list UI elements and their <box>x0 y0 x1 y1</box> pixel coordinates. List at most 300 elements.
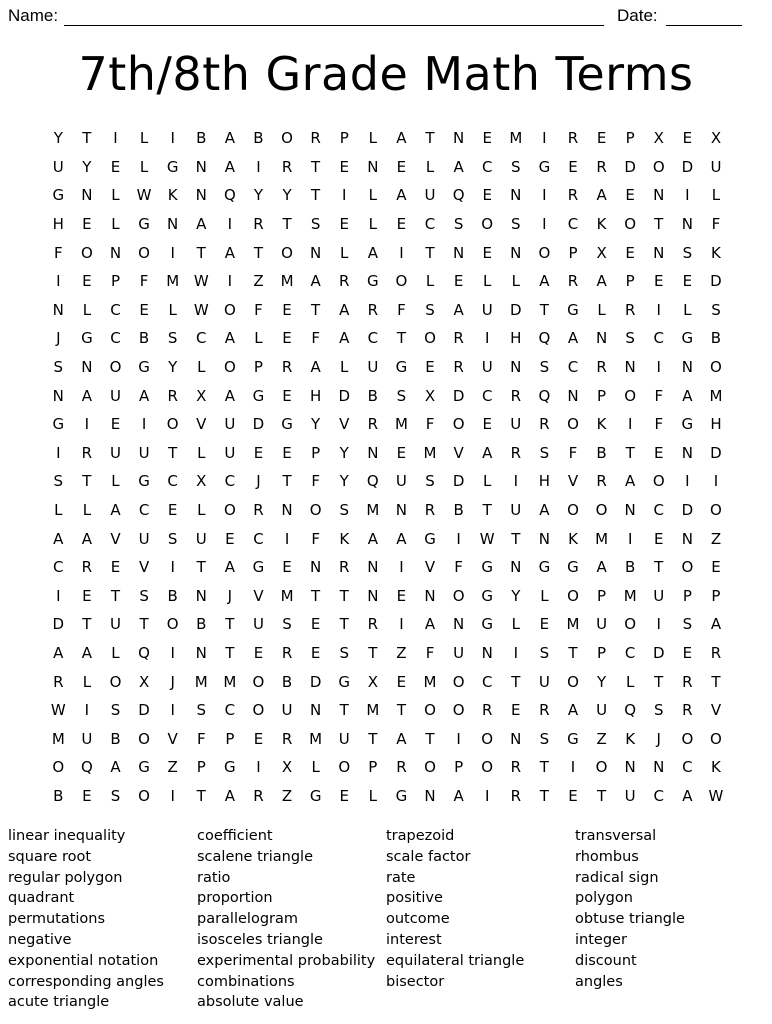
grid-cell[interactable]: L <box>683 300 692 319</box>
grid-cell[interactable]: T <box>368 643 378 662</box>
grid-cell[interactable]: L <box>511 615 520 634</box>
grid-cell[interactable]: E <box>396 672 407 691</box>
grid-cell[interactable]: A <box>53 529 64 548</box>
grid-cell[interactable]: A <box>339 300 350 319</box>
grid-cell[interactable]: K <box>339 529 350 548</box>
grid-cell[interactable]: O <box>252 701 265 720</box>
grid-cell[interactable]: N <box>595 329 608 348</box>
grid-cell[interactable]: E <box>482 243 492 262</box>
grid-cell[interactable]: U <box>338 729 350 748</box>
grid-cell[interactable]: O <box>166 615 179 634</box>
grid-cell[interactable]: N <box>681 529 693 548</box>
grid-cell[interactable]: I <box>456 729 461 748</box>
grid-cell[interactable]: T <box>196 558 206 577</box>
grid-cell[interactable]: U <box>395 472 407 491</box>
grid-cell[interactable]: O <box>652 157 665 176</box>
grid-cell[interactable]: I <box>656 300 661 319</box>
grid-cell[interactable]: A <box>110 501 121 520</box>
grid-cell[interactable]: A <box>224 243 235 262</box>
grid-cell[interactable]: R <box>567 186 579 205</box>
grid-cell[interactable]: L <box>254 329 263 348</box>
grid-cell[interactable]: X <box>196 386 207 405</box>
grid-cell[interactable]: T <box>625 443 635 462</box>
grid-cell[interactable]: R <box>682 672 693 691</box>
grid-cell[interactable]: B <box>453 501 464 520</box>
grid-cell[interactable]: O <box>481 729 494 748</box>
grid-cell[interactable]: U <box>109 386 121 405</box>
grid-cell[interactable]: Z <box>167 758 178 777</box>
grid-cell[interactable]: S <box>539 358 550 377</box>
grid-cell[interactable]: R <box>253 501 264 520</box>
grid-cell[interactable]: R <box>624 300 636 319</box>
grid-cell[interactable]: E <box>682 643 693 662</box>
grid-cell[interactable]: S <box>167 529 178 548</box>
grid-cell[interactable]: A <box>196 215 207 234</box>
grid-cell[interactable]: Z <box>281 786 293 805</box>
grid-cell[interactable]: P <box>454 758 464 777</box>
grid-cell[interactable]: N <box>52 300 64 319</box>
grid-cell[interactable]: F <box>711 215 721 234</box>
grid-cell[interactable]: Y <box>282 186 292 205</box>
grid-cell[interactable]: O <box>138 729 150 748</box>
grid-cell[interactable]: N <box>167 215 179 234</box>
grid-cell[interactable]: Y <box>339 472 349 491</box>
grid-cell[interactable]: O <box>624 615 637 634</box>
grid-cell[interactable]: R <box>510 758 522 777</box>
grid-cell[interactable]: G <box>138 758 150 777</box>
grid-cell[interactable]: F <box>654 386 664 405</box>
grid-cell[interactable]: D <box>681 157 694 176</box>
grid-cell[interactable]: G <box>252 558 265 577</box>
grid-cell[interactable]: D <box>338 386 351 405</box>
grid-cell[interactable]: Q <box>223 186 236 205</box>
grid-cell[interactable]: O <box>710 501 722 520</box>
grid-cell[interactable]: N <box>452 243 465 262</box>
grid-cell[interactable]: R <box>510 786 522 805</box>
grid-cell[interactable]: S <box>196 701 207 720</box>
grid-cell[interactable]: I <box>113 129 118 148</box>
grid-cell[interactable]: F <box>425 643 435 662</box>
grid-cell[interactable]: O <box>624 386 637 405</box>
grid-cell[interactable]: M <box>394 415 408 434</box>
grid-cell[interactable]: Z <box>253 272 264 291</box>
grid-cell[interactable]: V <box>167 729 178 748</box>
grid-cell[interactable]: T <box>511 672 521 691</box>
grid-cell[interactable]: Y <box>53 129 63 148</box>
grid-cell[interactable]: E <box>310 615 321 634</box>
grid-cell[interactable]: E <box>167 501 178 520</box>
grid-cell[interactable]: B <box>138 329 150 348</box>
grid-cell[interactable]: V <box>424 558 436 577</box>
grid-cell[interactable]: S <box>682 615 693 634</box>
grid-cell[interactable]: O <box>681 729 694 748</box>
grid-cell[interactable]: N <box>281 501 293 520</box>
grid-cell[interactable]: I <box>170 243 175 262</box>
grid-cell[interactable]: N <box>395 501 408 520</box>
grid-cell[interactable]: I <box>656 358 661 377</box>
grid-cell[interactable]: L <box>139 157 149 176</box>
grid-cell[interactable]: L <box>368 786 377 805</box>
grid-cell[interactable]: R <box>453 358 464 377</box>
grid-cell[interactable]: I <box>256 157 261 176</box>
grid-cell[interactable]: O <box>452 415 465 434</box>
grid-cell[interactable]: I <box>685 186 690 205</box>
grid-cell[interactable]: T <box>339 615 349 634</box>
grid-cell[interactable]: S <box>396 386 407 405</box>
grid-cell[interactable]: R <box>682 701 693 720</box>
grid-cell[interactable]: U <box>281 701 293 720</box>
grid-cell[interactable]: O <box>452 586 465 605</box>
grid-cell[interactable]: T <box>311 586 321 605</box>
grid-cell[interactable]: E <box>282 386 292 405</box>
grid-cell[interactable]: C <box>653 329 664 348</box>
grid-cell[interactable]: I <box>56 272 61 291</box>
grid-cell[interactable]: A <box>81 386 93 405</box>
grid-cell[interactable]: O <box>424 701 436 720</box>
grid-cell[interactable]: P <box>625 129 635 148</box>
grid-cell[interactable]: O <box>338 758 351 777</box>
grid-cell[interactable]: I <box>685 472 690 491</box>
grid-cell[interactable]: G <box>481 586 494 605</box>
grid-cell[interactable]: T <box>82 129 92 148</box>
grid-cell[interactable]: U <box>538 672 550 691</box>
grid-cell[interactable]: M <box>366 501 380 520</box>
grid-cell[interactable]: I <box>342 186 347 205</box>
grid-cell[interactable]: D <box>309 672 322 691</box>
grid-cell[interactable]: O <box>567 415 579 434</box>
grid-cell[interactable]: O <box>710 358 722 377</box>
grid-cell[interactable]: F <box>568 443 578 462</box>
grid-cell[interactable]: I <box>456 529 461 548</box>
grid-cell[interactable]: U <box>52 157 64 176</box>
grid-cell[interactable]: O <box>652 472 665 491</box>
grid-cell[interactable]: N <box>310 243 322 262</box>
grid-cell[interactable]: T <box>539 300 549 319</box>
grid-cell[interactable]: R <box>167 386 178 405</box>
grid-cell[interactable]: V <box>710 701 722 720</box>
grid-cell[interactable]: Y <box>253 186 264 205</box>
grid-cell[interactable]: C <box>167 472 178 491</box>
grid-cell[interactable]: N <box>367 157 379 176</box>
grid-cell[interactable]: E <box>82 272 92 291</box>
grid-cell[interactable]: R <box>567 272 579 291</box>
grid-cell[interactable]: R <box>539 415 550 434</box>
grid-cell[interactable]: E <box>82 786 92 805</box>
grid-cell[interactable]: N <box>424 786 436 805</box>
grid-cell[interactable]: E <box>539 615 550 634</box>
grid-cell[interactable]: R <box>53 672 64 691</box>
grid-cell[interactable]: U <box>424 186 436 205</box>
grid-cell[interactable]: A <box>625 472 636 491</box>
grid-cell[interactable]: S <box>711 300 721 319</box>
grid-cell[interactable]: A <box>682 786 693 805</box>
grid-cell[interactable]: I <box>542 186 547 205</box>
grid-cell[interactable]: G <box>395 358 408 377</box>
grid-cell[interactable]: N <box>510 729 522 748</box>
grid-cell[interactable]: L <box>368 215 377 234</box>
grid-cell[interactable]: P <box>597 643 607 662</box>
grid-cell[interactable]: P <box>225 729 235 748</box>
grid-cell[interactable]: E <box>396 443 407 462</box>
grid-cell[interactable]: X <box>653 129 664 148</box>
grid-cell[interactable]: A <box>539 272 550 291</box>
grid-cell[interactable]: G <box>138 215 150 234</box>
grid-cell[interactable]: E <box>253 729 264 748</box>
grid-cell[interactable]: U <box>453 643 465 662</box>
grid-cell[interactable]: N <box>81 186 93 205</box>
grid-cell[interactable]: R <box>253 786 264 805</box>
grid-cell[interactable]: U <box>653 586 665 605</box>
grid-cell[interactable]: L <box>311 758 320 777</box>
grid-cell[interactable]: M <box>223 672 237 691</box>
grid-cell[interactable]: B <box>167 586 178 605</box>
grid-cell[interactable]: M <box>194 672 208 691</box>
grid-cell[interactable]: Q <box>538 329 551 348</box>
grid-cell[interactable]: A <box>596 558 607 577</box>
grid-cell[interactable]: X <box>281 758 293 777</box>
grid-cell[interactable]: L <box>139 129 149 148</box>
grid-cell[interactable]: L <box>511 272 520 291</box>
grid-cell[interactable]: N <box>510 558 522 577</box>
grid-cell[interactable]: N <box>310 558 322 577</box>
grid-cell[interactable]: M <box>309 729 323 748</box>
grid-cell[interactable]: A <box>367 243 378 262</box>
grid-cell[interactable]: U <box>510 415 522 434</box>
grid-cell[interactable]: R <box>596 358 607 377</box>
grid-cell[interactable]: E <box>282 329 292 348</box>
grid-cell[interactable]: T <box>654 558 664 577</box>
grid-cell[interactable]: S <box>425 300 435 319</box>
grid-cell[interactable]: G <box>567 558 579 577</box>
grid-cell[interactable]: T <box>654 672 664 691</box>
grid-cell[interactable]: Y <box>311 415 321 434</box>
grid-cell[interactable]: A <box>224 386 235 405</box>
grid-cell[interactable]: G <box>481 558 494 577</box>
grid-cell[interactable]: R <box>510 386 522 405</box>
grid-cell[interactable]: G <box>567 300 579 319</box>
grid-cell[interactable]: W <box>136 186 152 205</box>
grid-cell[interactable]: N <box>538 529 550 548</box>
grid-cell[interactable]: E <box>425 358 435 377</box>
grid-cell[interactable]: S <box>539 643 550 662</box>
grid-cell[interactable]: I <box>170 701 175 720</box>
grid-cell[interactable]: R <box>596 472 607 491</box>
grid-cell[interactable]: K <box>711 758 721 777</box>
grid-cell[interactable]: R <box>339 272 350 291</box>
grid-cell[interactable]: C <box>481 672 493 691</box>
grid-cell[interactable]: S <box>139 586 149 605</box>
grid-cell[interactable]: G <box>395 786 408 805</box>
grid-cell[interactable]: I <box>399 615 404 634</box>
grid-cell[interactable]: L <box>425 272 435 291</box>
grid-cell[interactable]: E <box>82 586 92 605</box>
grid-cell[interactable]: S <box>625 329 635 348</box>
grid-cell[interactable]: U <box>510 501 522 520</box>
grid-cell[interactable]: C <box>567 215 579 234</box>
grid-cell[interactable]: U <box>596 701 608 720</box>
grid-cell[interactable]: N <box>681 215 693 234</box>
grid-cell[interactable]: R <box>710 643 722 662</box>
grid-cell[interactable]: T <box>396 329 406 348</box>
grid-cell[interactable]: Q <box>624 701 637 720</box>
grid-cell[interactable]: I <box>227 215 233 234</box>
grid-cell[interactable]: S <box>110 701 121 720</box>
grid-cell[interactable]: M <box>595 529 609 548</box>
grid-cell[interactable]: C <box>424 215 436 234</box>
grid-cell[interactable]: R <box>367 615 379 634</box>
grid-cell[interactable]: U <box>224 443 236 462</box>
grid-cell[interactable]: O <box>424 329 436 348</box>
grid-cell[interactable]: A <box>138 386 150 405</box>
grid-cell[interactable]: S <box>282 615 292 634</box>
grid-cell[interactable]: T <box>339 701 349 720</box>
grid-cell[interactable]: E <box>511 701 521 720</box>
grid-cell[interactable]: L <box>711 186 721 205</box>
grid-cell[interactable]: O <box>710 729 722 748</box>
grid-cell[interactable]: P <box>597 586 607 605</box>
grid-cell[interactable]: S <box>339 501 349 520</box>
grid-cell[interactable]: L <box>425 157 435 176</box>
grid-cell[interactable]: L <box>597 300 606 319</box>
grid-cell[interactable]: A <box>224 129 235 148</box>
grid-cell[interactable]: I <box>513 472 519 491</box>
grid-cell[interactable]: B <box>110 729 121 748</box>
grid-cell[interactable]: F <box>139 272 149 291</box>
grid-cell[interactable]: U <box>81 729 93 748</box>
grid-cell[interactable]: T <box>596 786 607 805</box>
grid-cell[interactable]: Y <box>596 672 607 691</box>
grid-cell[interactable]: C <box>138 501 150 520</box>
grid-cell[interactable]: O <box>595 501 608 520</box>
grid-cell[interactable]: V <box>453 443 464 462</box>
grid-cell[interactable]: U <box>252 615 264 634</box>
grid-cell[interactable]: U <box>195 529 207 548</box>
grid-cell[interactable]: F <box>654 415 664 434</box>
grid-cell[interactable]: P <box>110 272 120 291</box>
grid-cell[interactable]: R <box>281 643 293 662</box>
grid-cell[interactable]: A <box>682 386 693 405</box>
grid-cell[interactable]: L <box>168 300 177 319</box>
grid-cell[interactable]: L <box>111 186 120 205</box>
grid-cell[interactable]: N <box>681 443 693 462</box>
grid-cell[interactable]: A <box>110 758 121 777</box>
grid-cell[interactable]: T <box>311 300 321 319</box>
grid-cell[interactable]: B <box>253 129 264 148</box>
grid-cell[interactable]: N <box>510 186 522 205</box>
grid-cell[interactable]: A <box>596 186 607 205</box>
grid-cell[interactable]: C <box>481 157 493 176</box>
grid-cell[interactable]: U <box>481 358 493 377</box>
grid-cell[interactable]: E <box>396 157 407 176</box>
grid-cell[interactable]: I <box>170 786 175 805</box>
grid-cell[interactable]: A <box>596 272 607 291</box>
grid-cell[interactable]: N <box>424 586 436 605</box>
grid-cell[interactable]: T <box>139 615 149 634</box>
grid-cell[interactable]: N <box>567 386 579 405</box>
grid-cell[interactable]: N <box>624 758 636 777</box>
grid-cell[interactable]: C <box>253 529 264 548</box>
grid-cell[interactable]: L <box>111 643 120 662</box>
grid-cell[interactable]: A <box>310 272 321 291</box>
grid-cell[interactable]: C <box>567 358 579 377</box>
grid-cell[interactable]: B <box>367 386 378 405</box>
grid-cell[interactable]: M <box>423 443 437 462</box>
grid-cell[interactable]: I <box>170 129 175 148</box>
grid-cell[interactable]: C <box>624 643 636 662</box>
grid-cell[interactable]: O <box>424 758 436 777</box>
grid-cell[interactable]: R <box>453 329 464 348</box>
grid-cell[interactable]: N <box>510 358 522 377</box>
grid-cell[interactable]: I <box>542 129 547 148</box>
grid-cell[interactable]: P <box>625 272 635 291</box>
grid-cell[interactable]: X <box>424 386 436 405</box>
grid-cell[interactable]: G <box>681 415 694 434</box>
grid-cell[interactable]: G <box>367 272 379 291</box>
grid-cell[interactable]: R <box>567 129 579 148</box>
grid-cell[interactable]: E <box>682 129 693 148</box>
grid-cell[interactable]: T <box>368 729 378 748</box>
grid-cell[interactable]: O <box>80 243 93 262</box>
grid-cell[interactable]: D <box>624 157 636 176</box>
grid-cell[interactable]: A <box>367 529 378 548</box>
grid-cell[interactable]: I <box>84 415 90 434</box>
grid-cell[interactable]: N <box>452 615 465 634</box>
grid-cell[interactable]: B <box>196 615 207 634</box>
grid-cell[interactable]: C <box>367 329 379 348</box>
grid-cell[interactable]: A <box>424 615 436 634</box>
grid-cell[interactable]: E <box>310 643 321 662</box>
grid-cell[interactable]: U <box>224 415 236 434</box>
grid-cell[interactable]: S <box>339 643 349 662</box>
grid-cell[interactable]: E <box>482 186 492 205</box>
grid-cell[interactable]: N <box>653 243 665 262</box>
grid-cell[interactable]: H <box>710 415 722 434</box>
grid-cell[interactable]: R <box>281 358 293 377</box>
grid-cell[interactable]: Q <box>366 472 379 491</box>
grid-cell[interactable]: T <box>82 615 92 634</box>
grid-cell[interactable]: B <box>281 672 293 691</box>
grid-cell[interactable]: F <box>254 300 263 319</box>
grid-cell[interactable]: O <box>395 272 408 291</box>
grid-cell[interactable]: Q <box>538 386 551 405</box>
grid-cell[interactable]: S <box>53 358 64 377</box>
grid-cell[interactable]: C <box>224 472 236 491</box>
grid-cell[interactable]: T <box>225 615 235 634</box>
grid-cell[interactable]: L <box>82 501 92 520</box>
grid-cell[interactable]: I <box>656 615 661 634</box>
grid-cell[interactable]: E <box>282 443 292 462</box>
grid-cell[interactable]: S <box>110 786 121 805</box>
grid-cell[interactable]: H <box>510 329 522 348</box>
grid-cell[interactable]: G <box>52 186 65 205</box>
grid-cell[interactable]: I <box>141 415 147 434</box>
grid-cell[interactable]: S <box>511 157 521 176</box>
grid-cell[interactable]: G <box>224 758 236 777</box>
grid-cell[interactable]: E <box>482 129 492 148</box>
grid-cell[interactable]: O <box>481 215 494 234</box>
grid-cell[interactable]: T <box>654 215 664 234</box>
grid-cell[interactable]: B <box>710 329 722 348</box>
grid-cell[interactable]: R <box>596 157 607 176</box>
grid-cell[interactable]: V <box>196 415 207 434</box>
grid-cell[interactable]: O <box>681 558 694 577</box>
grid-cell[interactable]: O <box>223 501 236 520</box>
grid-cell[interactable]: T <box>339 586 349 605</box>
grid-cell[interactable]: W <box>193 272 209 291</box>
grid-cell[interactable]: G <box>538 558 551 577</box>
grid-cell[interactable]: F <box>425 415 435 434</box>
grid-cell[interactable]: I <box>513 643 519 662</box>
